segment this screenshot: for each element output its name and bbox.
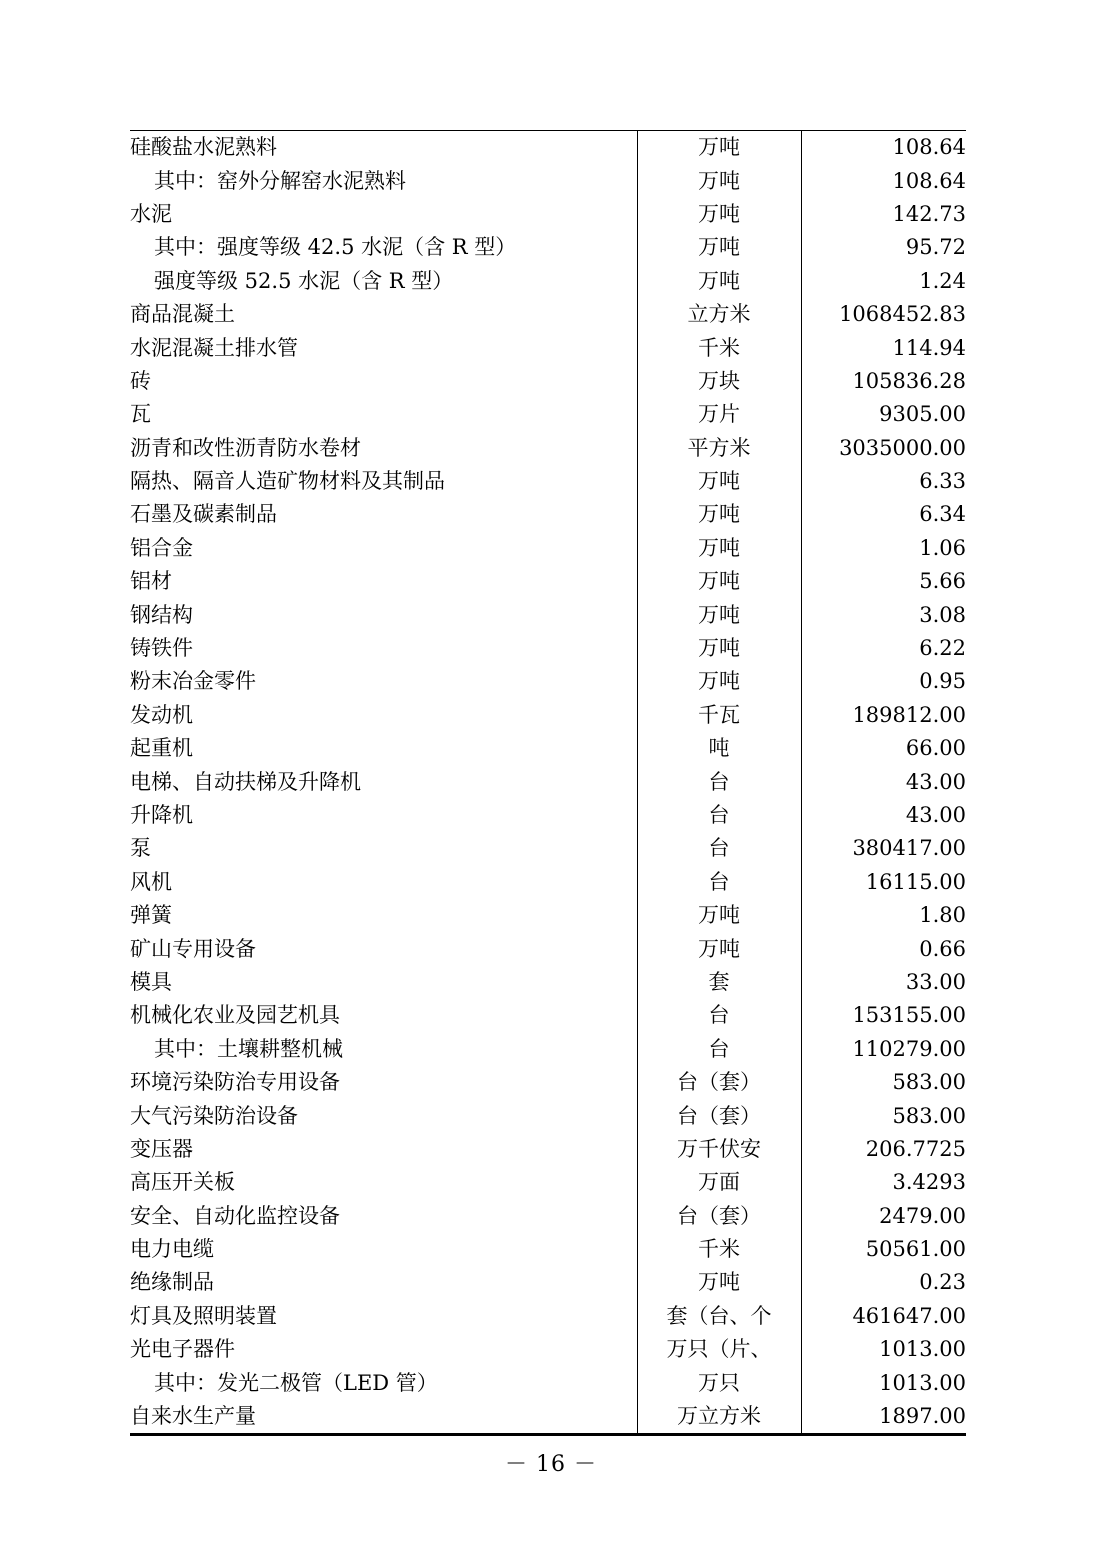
unit-cell: 台（套）: [637, 1200, 801, 1233]
product-name-cell: 其中：土壤耕整机械: [130, 1033, 637, 1066]
product-name-cell: 环境污染防治专用设备: [130, 1066, 637, 1099]
value-cell: 583.00: [892, 1070, 966, 1095]
value-cell: 9305.00: [879, 402, 966, 427]
value-cell: 105836.28: [852, 368, 966, 393]
product-name-cell: 钢结构: [130, 598, 637, 631]
table-row: [130, 765, 966, 798]
table-row: [130, 398, 966, 431]
product-name-cell: 隔热、隔音人造矿物材料及其制品: [130, 465, 637, 498]
product-name-cell: 矿山专用设备: [130, 932, 637, 965]
product-output-table-wrapper: [130, 130, 966, 1436]
table-row: [130, 665, 966, 698]
value-cell: 2479.00: [879, 1203, 966, 1228]
product-name-cell: 粉末冶金零件: [130, 665, 637, 698]
unit-cell: 万只: [637, 1366, 801, 1399]
unit-cell: 千米: [637, 1233, 801, 1266]
table-row: [130, 1133, 966, 1166]
product-name-cell: 变压器: [130, 1133, 637, 1166]
product-name-cell: 风机: [130, 866, 637, 899]
value-cell: 0.66: [919, 936, 966, 961]
table-row: [130, 899, 966, 932]
table-row: [130, 131, 966, 165]
value-cell: 1013.00: [879, 1337, 966, 1362]
value-cell: 153155.00: [852, 1003, 966, 1028]
value-cell: 6.33: [919, 469, 966, 494]
unit-cell: 台: [637, 799, 801, 832]
value-cell: 0.23: [919, 1270, 966, 1295]
unit-cell: 万吨: [637, 265, 801, 298]
table-row: [130, 432, 966, 465]
table-row: [130, 1266, 966, 1299]
unit-cell: 万吨: [637, 598, 801, 631]
value-cell: 1.06: [919, 535, 966, 560]
table-body: [130, 131, 966, 1435]
unit-cell: 千米: [637, 331, 801, 364]
product-name-cell: 安全、自动化监控设备: [130, 1200, 637, 1233]
value-cell: 114.94: [892, 335, 966, 360]
unit-cell: 台: [637, 765, 801, 798]
value-cell: 6.22: [919, 636, 966, 661]
unit-cell: 万面: [637, 1166, 801, 1199]
product-name-cell: 沥青和改性沥青防水卷材: [130, 432, 637, 465]
unit-cell: 万片: [637, 398, 801, 431]
table-row: [130, 699, 966, 732]
value-cell: 1.80: [919, 903, 966, 928]
table-row: [130, 164, 966, 197]
unit-cell: 万吨: [637, 131, 801, 165]
value-cell: 380417.00: [852, 836, 966, 861]
product-name-cell: 机械化农业及园艺机具: [130, 999, 637, 1032]
unit-cell: 台: [637, 832, 801, 865]
table-row: [130, 465, 966, 498]
unit-cell: 平方米: [637, 432, 801, 465]
table-row: [130, 231, 966, 264]
product-name-cell: 弹簧: [130, 899, 637, 932]
table-row: [130, 1233, 966, 1266]
value-cell: 189812.00: [852, 702, 966, 727]
unit-cell: 套: [637, 966, 801, 999]
value-cell: 461647.00: [852, 1303, 966, 1328]
value-cell: 6.34: [919, 502, 966, 527]
unit-cell: 万吨: [637, 565, 801, 598]
unit-cell: 万吨: [637, 465, 801, 498]
unit-cell: 万吨: [637, 532, 801, 565]
table-row: [130, 1066, 966, 1099]
product-name-cell: 发动机: [130, 699, 637, 732]
table-row: [130, 598, 966, 631]
product-name-cell: 其中：窑外分解窑水泥熟料: [130, 164, 637, 197]
unit-cell: 万只（片、: [637, 1333, 801, 1366]
value-cell: 3.08: [919, 602, 966, 627]
unit-cell: 立方米: [637, 298, 801, 331]
unit-cell: 套（台、个: [637, 1300, 801, 1333]
product-name-cell: 铝材: [130, 565, 637, 598]
unit-cell: 万吨: [637, 498, 801, 531]
value-cell: 108.64: [892, 135, 966, 160]
table-row: [130, 498, 966, 531]
product-name-cell: 铝合金: [130, 532, 637, 565]
unit-cell: 吨: [637, 732, 801, 765]
product-name-cell: 电力电缆: [130, 1233, 637, 1266]
value-cell: 43.00: [905, 803, 966, 827]
unit-cell: 万立方米: [637, 1400, 801, 1435]
table-row: [130, 198, 966, 231]
value-cell: 50561.00: [865, 1237, 966, 1262]
table-row: [130, 632, 966, 665]
product-name-cell: 其中：发光二极管（LED 管）: [130, 1366, 637, 1399]
value-cell: 1897.00: [879, 1404, 966, 1429]
value-cell: 1068452.83: [839, 302, 966, 327]
value-cell: 142.73: [892, 201, 966, 226]
unit-cell: 万吨: [637, 932, 801, 965]
product-name-cell: 光电子器件: [130, 1333, 637, 1366]
unit-cell: 万吨: [637, 1266, 801, 1299]
table-row: [130, 265, 966, 298]
value-cell: 1.24: [919, 268, 966, 293]
value-cell: 3035000.00: [839, 435, 966, 460]
unit-cell: 万吨: [637, 198, 801, 231]
product-name-cell: 高压开关板: [130, 1166, 637, 1199]
product-name-cell: 瓦: [130, 398, 637, 431]
table-row: [130, 1333, 966, 1366]
value-cell: 5.66: [919, 569, 966, 594]
table-row: [130, 732, 966, 765]
value-cell: 1013.00: [879, 1370, 966, 1395]
product-name-cell: 商品混凝土: [130, 298, 637, 331]
product-name-cell: 泵: [130, 832, 637, 865]
page-number: － 16 －: [505, 1452, 597, 1477]
value-cell: 108.64: [892, 168, 966, 193]
product-name-cell: 自来水生产量: [130, 1400, 637, 1435]
unit-cell: 万吨: [637, 231, 801, 264]
unit-cell: 万块: [637, 365, 801, 398]
unit-cell: 台: [637, 866, 801, 899]
product-name-cell: 砖: [130, 365, 637, 398]
table-row: [130, 565, 966, 598]
table-row: [130, 1400, 966, 1435]
product-name-cell: 升降机: [130, 799, 637, 832]
product-name-cell: 大气污染防治设备: [130, 1099, 637, 1132]
product-name-cell: 起重机: [130, 732, 637, 765]
table-row: [130, 1366, 966, 1399]
unit-cell: 台（套）: [637, 1066, 801, 1099]
table-row: [130, 331, 966, 364]
value-cell: 206.7725: [865, 1136, 966, 1161]
table-row: [130, 1033, 966, 1066]
table-row: [130, 365, 966, 398]
table-row: [130, 1166, 966, 1199]
product-name-cell: 水泥: [130, 198, 637, 231]
table-row: [130, 1099, 966, 1132]
value-cell: 0.95: [919, 669, 966, 694]
unit-cell: 万吨: [637, 632, 801, 665]
table-row: [130, 832, 966, 865]
value-cell: 33.00: [905, 969, 966, 994]
table-row: [130, 298, 966, 331]
unit-cell: 台（套）: [637, 1099, 801, 1132]
table-row: [130, 1300, 966, 1333]
unit-cell: 万千伏安: [637, 1133, 801, 1166]
unit-cell: 千瓦: [637, 699, 801, 732]
product-name-cell: 模具: [130, 966, 637, 999]
product-name-cell: 铸铁件: [130, 632, 637, 665]
unit-cell: 台: [637, 1033, 801, 1066]
table-row: [130, 1200, 966, 1233]
table-row: [130, 799, 966, 832]
value-cell: 16115.00: [865, 869, 966, 894]
value-cell: 583.00: [892, 1103, 966, 1128]
table-row: [130, 932, 966, 965]
table-row: [130, 866, 966, 899]
product-name-cell: 水泥混凝土排水管: [130, 331, 637, 364]
product-name-cell: 电梯、自动扶梯及升降机: [130, 765, 637, 798]
product-name-cell: 硅酸盐水泥熟料: [130, 131, 637, 165]
unit-cell: 万吨: [637, 164, 801, 197]
product-name-cell: 绝缘制品: [130, 1266, 637, 1299]
product-name-cell: 灯具及照明装置: [130, 1300, 637, 1333]
value-cell: 43.00: [905, 769, 966, 794]
value-cell: 3.4293: [892, 1170, 966, 1195]
table-row: [130, 966, 966, 999]
value-cell: 66.00: [905, 736, 966, 761]
value-cell: 110279.00: [852, 1036, 966, 1061]
unit-cell: 台: [637, 999, 801, 1032]
table-row: [130, 999, 966, 1032]
unit-cell: 万吨: [637, 899, 801, 932]
product-output-table: [130, 130, 966, 1436]
value-cell: 95.72: [905, 235, 966, 260]
table-row: [130, 532, 966, 565]
product-name-cell: 其中：强度等级 42.5 水泥（含 R 型）: [130, 231, 637, 264]
product-name-cell: 石墨及碳素制品: [130, 498, 637, 531]
product-name-cell: 强度等级 52.5 水泥（含 R 型）: [130, 265, 637, 298]
unit-cell: 万吨: [637, 665, 801, 698]
